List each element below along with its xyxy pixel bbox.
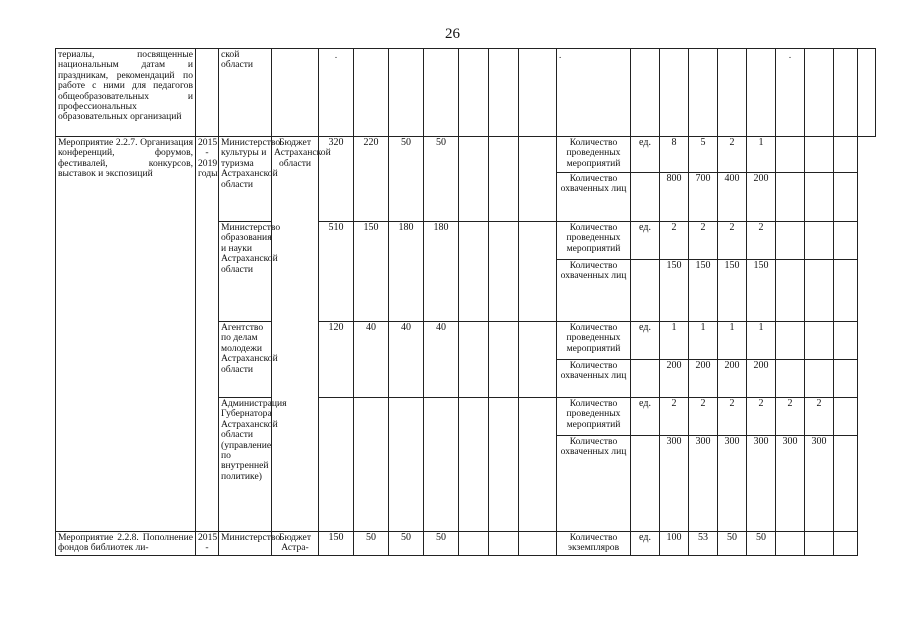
event-name: териалы, посвященные национальным датам и праздникам, рекомендаций по работе с ними для педагогов общеобразовательных и профессиональных образовательных организаций xyxy=(56,49,196,137)
event-name: Мероприятие 2.2.8. Пополнение фондов библиотек ли- xyxy=(56,532,196,556)
table-row: Количество охваченных лиц 800 700 400 200 xyxy=(56,173,876,222)
executor-name: Министерство культуры и туризма Астраханской области xyxy=(219,137,272,222)
table-row: Агентство по делам молодежи Астраханской области 120 40 40 40 Количество проведенных мероприятий ед. 1 1 1 1 xyxy=(56,322,876,360)
table-row: Количество охваченных лиц 150 150 150 150 xyxy=(56,260,876,322)
funding-source: Бюджет Астраханской области xyxy=(272,137,319,532)
indicator-name: Количество охваченных лиц xyxy=(557,173,631,222)
table-row: Администрация Губернатора Астраханской области (управление по внутренней политике) Количество проведенных мероприятий ед. 2 2 2 2 2 2 xyxy=(56,398,876,436)
funding-source: Бюджет Астра- xyxy=(272,532,319,556)
table-row: Количество охваченных лиц 300 300 300 300 300 300 xyxy=(56,436,876,532)
executor-name: Администрация Губернатора Астраханской области (управление по внутренней политике) xyxy=(219,398,272,532)
indicator-name: Количество проведенных мероприятий xyxy=(557,137,631,173)
event-name: Мероприятие 2.2.7. Организация конференций, форумов, фестивалей, конкурсов, выставок и экспозиций xyxy=(56,137,196,532)
executor-name: Министерство образования и науки Астраханской области xyxy=(219,222,272,322)
indicator-name: Количество проведенных мероприятий xyxy=(557,398,631,436)
executor-name: ской области xyxy=(219,49,272,137)
indicator-name: Количество проведенных мероприятий xyxy=(557,222,631,260)
program-table xyxy=(55,48,876,556)
page-number: 26 xyxy=(445,26,460,42)
table-row: териалы, посвященные национальным датам и праздникам, рекомендаций по работе с ними для педагогов общеобразовательных и профессиональных образовательных организаций ской области . . . xyxy=(56,49,876,137)
executor-name: Министерство xyxy=(219,532,272,556)
indicator-name: Количество охваченных лиц xyxy=(557,260,631,322)
period: 2015 - xyxy=(196,532,219,556)
indicator-name: Количество охваченных лиц xyxy=(557,360,631,398)
executor-name: Агентство по делам молодежи Астраханской области xyxy=(219,322,272,398)
table-row: Количество охваченных лиц 200 200 200 200 xyxy=(56,360,876,398)
table-row: Мероприятие 2.2.8. Пополнение фондов библиотек ли- 2015 - Министерство Бюджет Астра- 150 50 50 50 Количество экземпляров ед. 100 53 50 50 xyxy=(56,532,876,556)
period: 2015 - 2019 годы xyxy=(196,137,219,532)
indicator-name: Количество охваченных лиц xyxy=(557,436,631,532)
indicator-name: Количество экземпляров xyxy=(557,532,631,556)
table-row: Министерство образования и науки Астраханской области 510 150 180 180 Количество проведенных мероприятий ед. 2 2 2 2 xyxy=(56,222,876,260)
indicator-name: Количество проведенных мероприятий xyxy=(557,322,631,360)
table-row: Мероприятие 2.2.7. Организация конференций, форумов, фестивалей, конкурсов, выставок и экспозиций 2015 - 2019 годы Министерство культуры и туризма Астраханской области Бюджет Астраханской области 320 220 50 50 Количество проведенных мероприятий ед. 8 5 2 1 xyxy=(56,137,876,173)
